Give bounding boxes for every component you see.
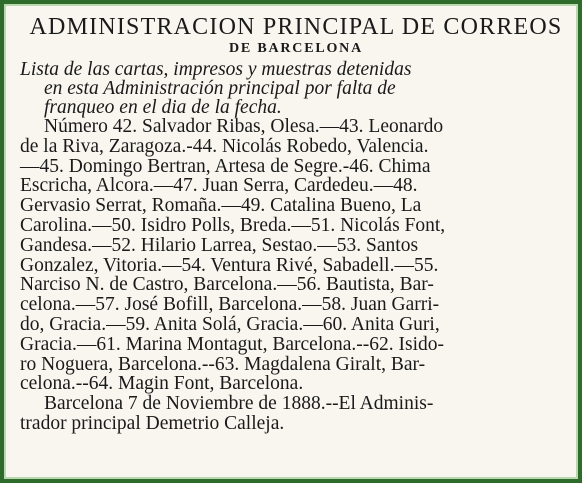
list-line: Gonzalez, Vitoria.—54. Ventura Rivé, Sabadell.—55. [20, 254, 439, 276]
intro-line: Lista de las cartas, impresos y muestras detenidas [20, 59, 412, 80]
notice-heading: ADMINISTRACION PRINCIPAL DE CORREOS [29, 14, 563, 40]
list-line: do, Gracia.—59. Anita Solá, Gracia.—60. Anita Guri, [20, 313, 440, 335]
list-line: —45. Domingo Bertran, Artesa de Segre.-46. Chima [20, 155, 431, 177]
newspaper-clipping [4, 4, 578, 479]
list-line: Número 42. Salvador Ribas, Olesa.—43. Leonardo [44, 116, 444, 137]
list-line: ro Noguera, Barcelona.--63. Magdalena Giralt, Bar- [20, 353, 426, 375]
intro-paragraph [20, 60, 572, 117]
notice [20, 14, 572, 434]
list-line: Gandesa.—52. Hilario Larrea, Sestao.—53. Santos [20, 234, 419, 256]
closing-paragraph [20, 394, 572, 434]
list-line: Gracia.—61. Marina Montagut, Barcelona.--62. Isido- [20, 333, 444, 355]
intro-line: franqueo en el dia de la fecha. [44, 97, 282, 118]
notice-subheading: DE BARCELONA [228, 41, 363, 56]
list-line: de la Riva, Zaragoza.-44. Nicolás Robedo, Valencia. [20, 135, 429, 157]
intro-line: en esta Administración principal por falta de [44, 78, 396, 99]
list-line: Narciso N. de Castro, Barcelona.—56. Bautista, Bar- [20, 274, 434, 296]
list-line: celona.--64. Magin Font, Barcelona. [20, 373, 304, 395]
letters-list [20, 117, 572, 394]
list-line: Carolina.—50. Isidro Polls, Breda.—51. Nicolás Font, [20, 214, 446, 236]
list-line: Escricha, Alcora.—47. Juan Serra, Cardedeu.—48. [20, 175, 418, 197]
closing-line: Barcelona 7 de Noviembre de 1888.--El Adminis- [44, 393, 434, 415]
list-line: celona.—57. José Bofill, Barcelona.—58. Juan Garri- [20, 294, 440, 316]
list-line: Gervasio Serrat, Romaña.—49. Catalina Bueno, La [20, 195, 422, 217]
closing-line: trador principal Demetrio Calleja. [20, 412, 285, 434]
